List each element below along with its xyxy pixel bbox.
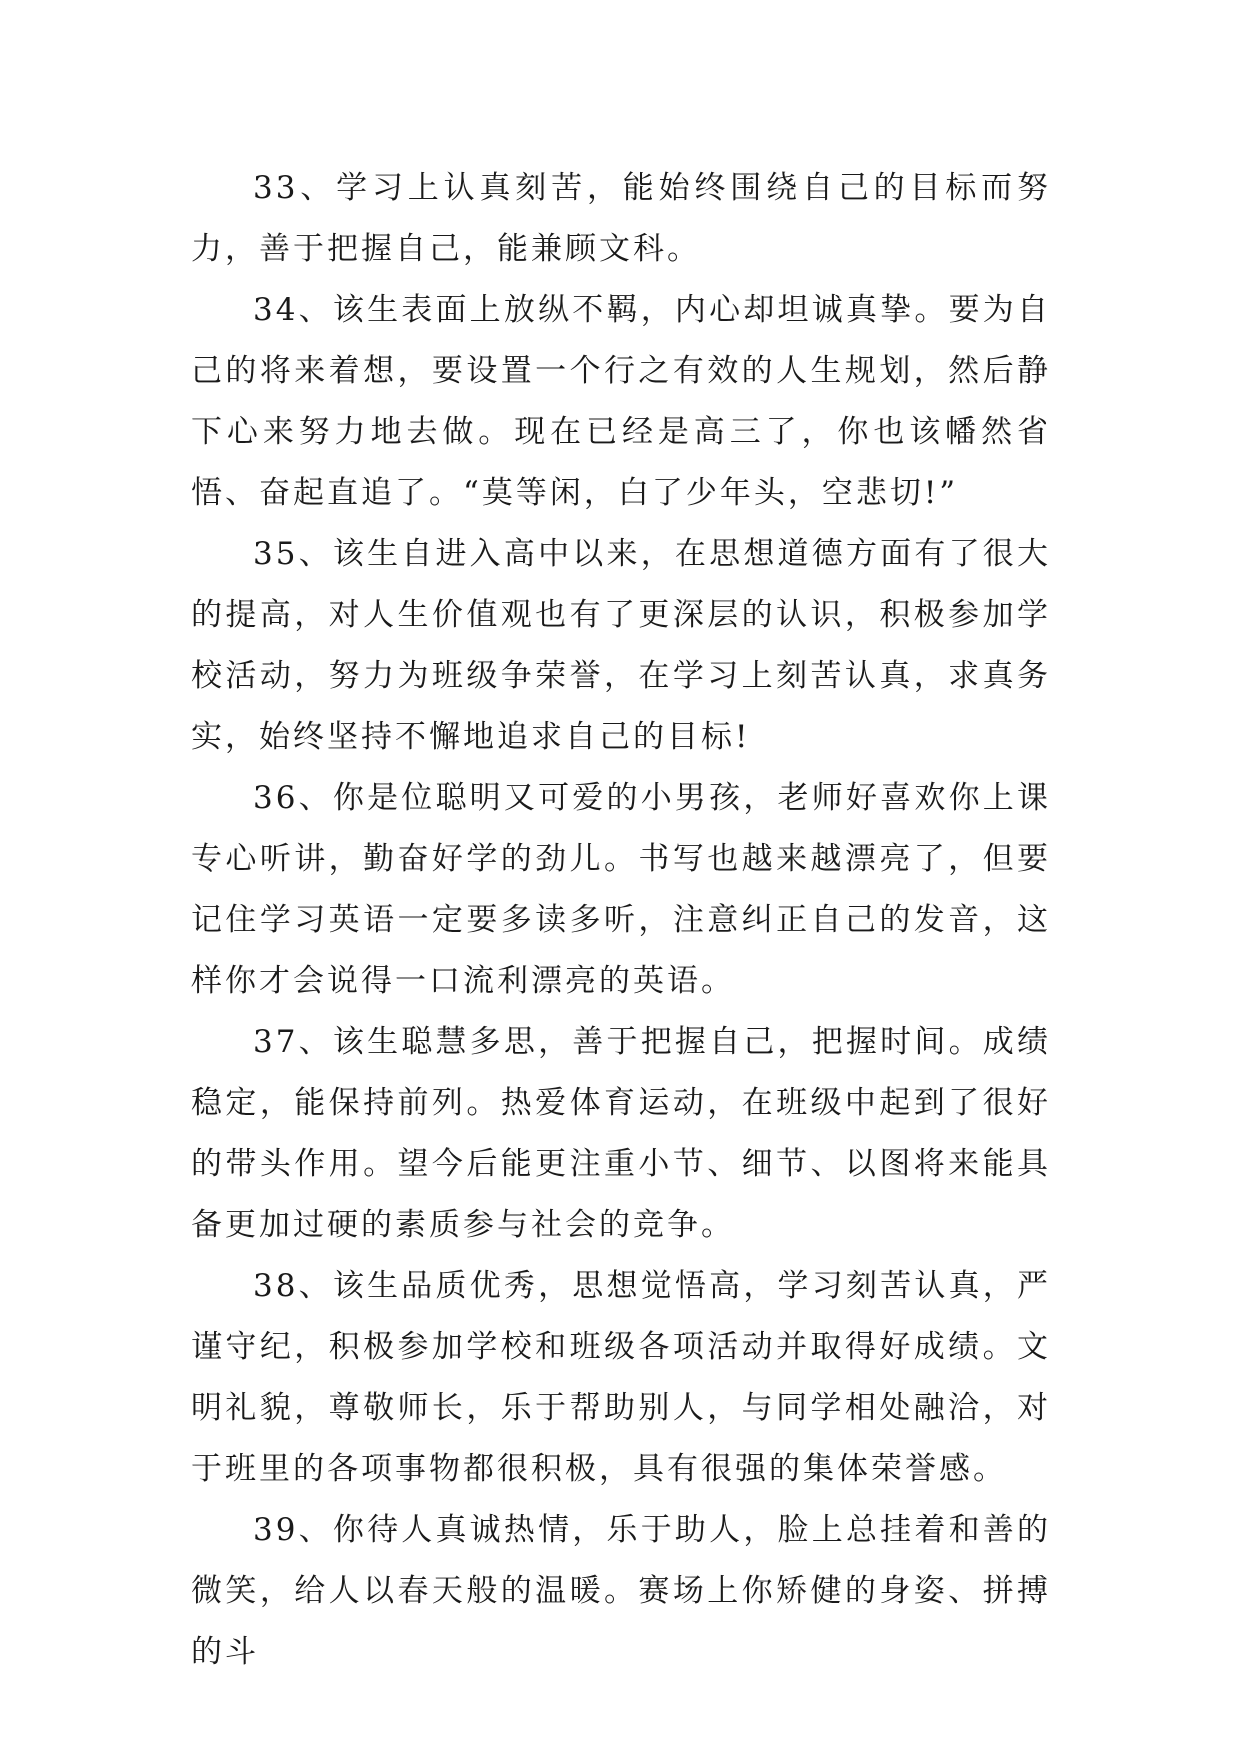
comment-paragraph-36: 36、你是位聪明又可爱的小男孩，老师好喜欢你上课专心听讲，勤奋好学的劲儿。书写也越来越漂亮了，但要记住学习英语一定要多读多听，注意纠正自己的发音，这样你才会说得一口流利漂亮的英语。 (191, 780, 1051, 999)
comment-paragraph-38: 38、该生品质优秀，思想觉悟高，学习刻苦认真，严谨守纪，积极参加学校和班级各项活动并取得好成绩。文明礼貌，尊敬师长，乐于帮助别人，与同学相处融洽，对于班里的各项事物都很积极，具有很强的集体荣誉感。 (191, 1268, 1051, 1487)
document-body (191, 158, 1051, 1683)
comment-paragraph-35: 35、该生自进入高中以来，在思想道德方面有了很大的提高，对人生价值观也有了更深层的认识，积极参加学校活动，努力为班级争荣誉，在学习上刻苦认真，求真务实，始终坚持不懈地追求自己的目标! (191, 536, 1051, 755)
comment-paragraph-39: 39、你待人真诚热情，乐于助人，脸上总挂着和善的微笑，给人以春天般的温暖。赛场上你矫健的身姿、拼搏的斗 (191, 1512, 1051, 1670)
comment-paragraph-37: 37、该生聪慧多思，善于把握自己，把握时间。成绩稳定，能保持前列。热爱体育运动，在班级中起到了很好的带头作用。望今后能更注重小节、细节、以图将来能具备更加过硬的素质参与社会的竞争。 (191, 1024, 1051, 1243)
comment-paragraph-33: 33、学习上认真刻苦，能始终围绕自己的目标而努力，善于把握自己，能兼顾文科。 (191, 170, 1051, 267)
comment-paragraph-34: 34、该生表面上放纵不羁，内心却坦诚真挚。要为自己的将来着想，要设置一个行之有效的人生规划，然后静下心来努力地去做。现在已经是高三了，你也该幡然省悟、奋起直追了。“莫等闲，白了少年头，空悲切!” (191, 292, 1051, 511)
